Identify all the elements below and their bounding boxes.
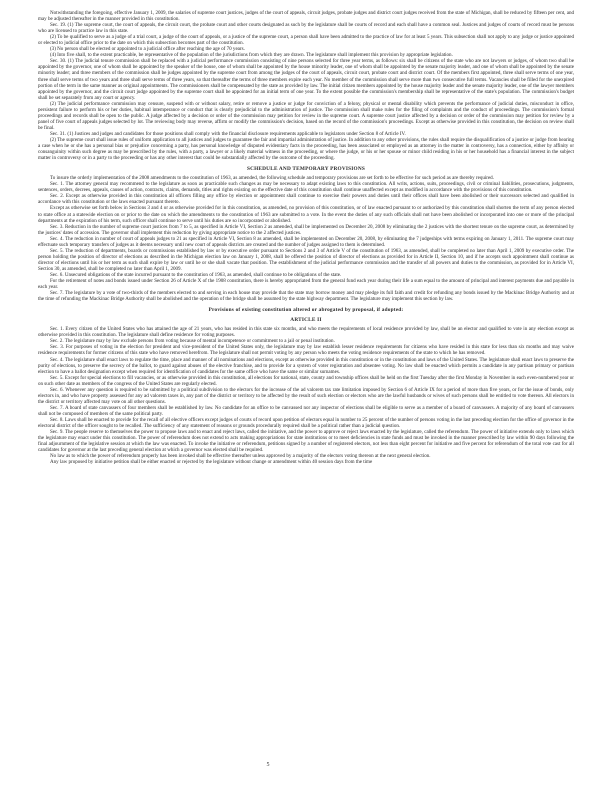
paragraph: Sec. 7. The legislature by a vote of two-thirds of the members elected to and serving in each house may provide that the state may borrow money and may pledge its full faith and credit for refunding any bonds issued by the Mackinac Bridge Authority and at the time of refunding the Mackinac Bridge Authority shall be abolished and the operation of the bridge shall be assumed by the state highway department. The legislature may implement this section by law. bbox=[38, 290, 574, 303]
schedule-heading: SCHEDULE AND TEMPORARY PROVISIONS bbox=[246, 166, 366, 173]
paragraph: (3) No person shall be elected or appointed to a judicial office after reaching the age of 70 years. bbox=[50, 46, 245, 53]
schedule-section bbox=[38, 175, 574, 302]
page-number: 5 bbox=[266, 762, 270, 768]
paragraph: Sec. 3. For purposes of voting in the election for president and vice-president of the United States only, the legislature may by law establish lesser residence requirements for citizens who have resided in this state for less than six months and may waive residence requirements for former citizens of this state who have removed herefrom. The legislature shall not permit voting by any person who meets the voting residence requirements of the state to which he has removed. bbox=[38, 344, 574, 357]
paragraph: Sec. 5. Except for special elections to fill vacancies, or as otherwise provided in this constitution, all elections for national, state, county and township offices shall be held on the first Tuesday after the first Monday in November in each even-numbered year or on such other date as members of the congress of the United States are regularly elected. bbox=[38, 374, 574, 387]
paragraph: Sec. 4. The legislature shall enact laws to regulate the time, place and manner of all nominations and elections, except as otherwise provided in this constitution or in the constitution and laws of the United States. The legislature shall enact laws to preserve the purity of elections, to preserve the secrecy of the ballot, to guard against abuses of the elective franchise, and to provide for a system of voter registration and absentee voting. No law shall be enacted which permits a candidate in any partisan primary or partisan election to have a ballot designation except when required for identification of candidates for the same office who have the same or similar surnames. bbox=[38, 356, 574, 375]
paragraph: Sec. 6. Unsecured obligations of the state incurred pursuant to the constitution of 1963, as amended, shall continue to be obligations of the state. bbox=[50, 271, 342, 278]
paragraph: Sec. 19. (1) The supreme court, the court of appeals, the circuit court, the probate court and other courts designated as such by the legislature shall be courts of record and each shall have a common seal. Justices and judges of courts of record must be persons who are licensed to practice law in this state. bbox=[38, 22, 574, 35]
paragraph: To insure the orderly implementation of the 2008 amendments to the constitution of 1963, as amended, the following schedule and temporary provisions are set forth to be effective for such period as are thereby required. bbox=[50, 175, 494, 182]
paragraph: Sec. 1. The attorney general may recommend to the legislature as soon as practicable such changes as may be necessary to adapt existing laws to this constitution. All writs, actions, suits, proceedings, civil or criminal liabilities, prosecutions, judgments, sentences, orders, decrees, appeals, causes of action, contracts, claims, demands, titles and rights existing on the effective date of this constitution shall continue unaffected except as modified in accordance with the provisions of this constitution. bbox=[38, 181, 574, 194]
paragraph: Sec. 9. The people reserve to themselves the power to propose laws and to enact and reject laws, called the initiative, and the power to approve or reject laws enacted by the legislature, called the referendum. The power of initiative extends only to laws which the legislature may enact under this constitution. The power of referendum does not extend to acts making appropriations for state institutions or to meet deficiencies in state funds and must be invoked in the manner prescribed by law within 90 days following the final adjournment of the legislative session at which the law was enacted. To invoke the initiative or referendum, petitions signed by a number of registered electors, not less than eight percent for initiative and five percent for referendum of the total vote cast for all candidates for governor at the last preceding general election at which a governor was elected shall be required. bbox=[38, 429, 574, 454]
document-page bbox=[38, 10, 574, 780]
paragraph: Sec. 5. The reduction of departments, boards or commissions established by law or by executive order pursuant to Sections 2 and 3 of Article V of the constitution of 1963, as amended, shall be completed no later than April 1, 2009 by executive order. The person holding the position of director of elections as described in the Michigan election law on January 1, 2008, shall be offered the position of director of elections as provided for in Article II, Section 10, and if he accepts such appointment shall continue as director of elections until his or her term as such shall expire by law or until he or she shall vacate that position. The establishment of the judicial performance commission and the transfer of all powers and duties to the commission, as provided for in Article VI, Section 30, as amended, shall be completed no later than April 1, 2009. bbox=[38, 247, 574, 272]
paragraph: Sec. 2. Except as otherwise provided in this constitution all officers filling any office by election or appointment shall continue to exercise their powers and duties until their offices shall have been abolished or their successors selected and qualified in accordance with this constitution or the laws enacted pursuant thereto. bbox=[38, 193, 574, 206]
paragraph: (4) Into five shall, to the extent practicable, be representative of the population of the jurisdictions from which they are drawn. The legislature shall implement this provision by appropriate legislation. bbox=[50, 52, 453, 59]
paragraph: (2) To be qualified to serve as a judge of a trial court, a judge of the court of appeals, or a justice of the supreme court, a person shall have been admitted to the practice of law for at least 5 years. This subsection shall not apply to any judge or justice appointed or elected to judicial office prior to the date on which this subsection becomes part of the constitution. bbox=[38, 34, 574, 47]
paragraph: Sec. 1. Every citizen of the United States who has attained the age of 21 years, who has resided in this state six months, and who meets the requirements of local residence provided by law, shall be an elector and qualified to vote in any election except as otherwise provided in this constitution. The legislature shall define residence for voting purposes. bbox=[38, 326, 574, 339]
paragraph: Sec. 2. The legislature may by law exclude persons from voting because of mental incompetence or commitment to a jail or penal institution. bbox=[50, 338, 335, 345]
paragraph: Except as otherwise set forth below in Sections 3 and 4 or as otherwise provided for in this constitution, as amended, no provision of this constitution, or of law enacted pursuant to or authorized by this constitution shall shorten the term of any person elected to state office at a statewide election on or prior to the date on which the amendments to the constitution of 1963 are submitted to a vote. In the event the duties of any such officials shall not have been abolished or incorporated into one or more of the principal departments at the expiration of his term, such officer shall continue to serve until his duties are so incorporated or abolished. bbox=[38, 205, 574, 224]
paragraph: Sec. 8. Laws shall be enacted to provide for the recall of all elective officers except judges of courts of record upon petition of electors equal in number to 25 percent of the number of persons voting in the last preceding election for the office of governor in the electoral district of the officer sought to be recalled. The sufficiency of any statement of reasons or grounds procedurally required shall be a political rather than a judicial question. bbox=[38, 417, 574, 430]
paragraph: Sec. 30. (1) The judicial tenure commission shall be replaced with a judicial performance commission consisting of nine persons selected for three year terms, as follows: six shall be citizens of the state who are not lawyers or judges, of whom two shall be appointed by the governor, one of whom shall be appointed by the speaker of the house, one of whom shall be appointed by the house minority leader, one of whom shall be appointed by the senate majority leader, and one of whom shall be appointed by the senate minority leader; and three members of the commission shall be judges appointed by the supreme court from among the judges of the court of appeals, circuit court, probate court and district court. Of the members first appointed, three shall serve terms of one year, three shall serve terms of two years and three shall serve terms of three years, so that thereafter the terms of three members expire each year. No member of the commission shall serve more than two consecutive full terms. Vacancies shall be filled for the unexpired portion of the term in the same manner as original appointments. The commissioners shall be compensated by the state as provided by law. The initial citizen members appointed by the house majority leader and the senate majority leader, one of the lawyer members appointed by the governor, and the circuit court judge appointed by the supreme court shall be appointed for an initial term of one year. To the extent possible the commission's membership shall be representative of the state's population. The commission's budget shall be set separately from any court or agency. bbox=[38, 58, 574, 101]
amended-provisions-heading: Provisions of existing constitution altered or abrogated by proposal, if adopted: bbox=[208, 307, 404, 314]
paragraph: Notwithstanding the foregoing, effective January 1, 2009, the salaries of supreme court justices, judges of the court of appeals, circuit judges, probate judges and district court judges received from the state of Michigan, shall be reduced by fifteen per cent, and may be adjusted thereafter in the manner provided in this constitution. bbox=[38, 10, 574, 23]
article-section bbox=[38, 326, 574, 465]
paragraph: Sec. 7. A board of state canvassers of four members shall be established by law. No candidate for an office to be canvassed nor any inspector of elections shall be eligible to serve as a member of a board of canvassers. A majority of any board of canvassers shall not be composed of members of the same political party. bbox=[38, 404, 574, 417]
paragraph: No law as to which the power of referendum properly has been invoked shall be effective thereafter unless approved by a majority of the electors voting thereon at the next general election. bbox=[50, 453, 431, 460]
paragraph: Sec. 31. (1) Justices and judges and candidates for those positions shall comply with the financial disclosure requirements applicable to legislators under Section 8 of Article IV. bbox=[50, 130, 406, 137]
paragraph: (2) The judicial performance commission may censure, suspend with or without salary, retire or remove a justice or judge for conviction of a felony, physical or mental disability which prevents the performance of judicial duties, misconduct in office, persistent failure to perform his or her duties, habitual intemperance or conduct that is clearly prejudicial to the administration of justice. The commission shall make rules for the filing of complaints and the conduct of proceedings. The commission's formal proceedings and records shall be open to the public. A judge affected by a decision or order of the commission may petition for review in the supreme court. A supreme court justice affected by a decision or order of the commission may petition for review by a panel of five court of appeals judges selected by lot. The reviewing body may reverse, affirm or modify the commission's decision, based on the record of the commission's proceedings. Except as otherwise provided in this constitution, the decision on review shall be final. bbox=[38, 100, 574, 131]
paragraph: Sec. 3. Reduction in the number of supreme court justices from 7 to 5, as specified in Article VI, Section 2 as amended, shall be implemented on December 20, 2008 by eliminating the 2 justices with the shortest tenure on the supreme court, as determined by the justices' dates of accession. The governor shall implement this reduction by giving appropriate notice to the 2 affected justices. bbox=[38, 223, 574, 236]
article-heading: ARTICLE II bbox=[290, 317, 322, 324]
paragraph: For the retirement of notes and bonds issued under Section 26 of Article X of the 1908 constitution, there is hereby appropriated from the general fund each year during their life a sum equal to the amount of principal and interest payments due and payable in each year. bbox=[38, 278, 574, 291]
paragraph: Sec. 6. Whenever any question is required to be submitted by a political subdivision to the electors for the increase of the ad valorem tax rate limitation imposed by Section 6 of Article IX for a period of more than five years, or for the issue of bonds, only electors in, and who have property assessed for any ad valorem taxes in, any part of the district or territory to be affected by the result of such election or electors who are the lawful husbands or wives of such persons shall be entitled to vote thereon. All electors in the district or territory affected may vote on all other questions. bbox=[38, 386, 574, 405]
paragraph: (2) The supreme court shall issue rules of uniform application to all justices and judges to guarantee the fair and impartial administration of justice. In addition to any other provisions, the rules shall require the disqualification of a justice or judge from hearing a case when he or she has a personal bias or prejudice concerning a party, has personal knowledge of disputed evidentiary facts in the proceeding, has been associated or employed as an attorney in the matter in controversy, has a connection, either by affinity or consanguinity within such degree as may be prescribed by the rules, with a party, a lawyer or a likely material witness in the proceeding, or where the judge, or his or her spouse or minor child residing in his or her household has a financial interest in the subject matter in controversy or in a party to the proceeding or has any other interest that could be substantially affected by the outcome of the proceeding. bbox=[38, 136, 574, 162]
paragraph: Sec. 4. The reduction in number of court of appeals judges to 21 as specified in Article VI, Section 8 as amended, shall be implemented on December 20, 2008, by eliminating the 7 judgeships with terms expiring on January 1, 2011. The supreme court may effectuate such temporary transfers of judges as it deems necessary until new court of appeals districts are created and the number of judges assigned to them is determined. bbox=[38, 235, 574, 248]
top-section bbox=[38, 10, 574, 161]
paragraph: Any law proposed by initiative petition shall be either enacted or rejected by the legislature without change or amendment within 40 session days from the time bbox=[50, 459, 373, 466]
